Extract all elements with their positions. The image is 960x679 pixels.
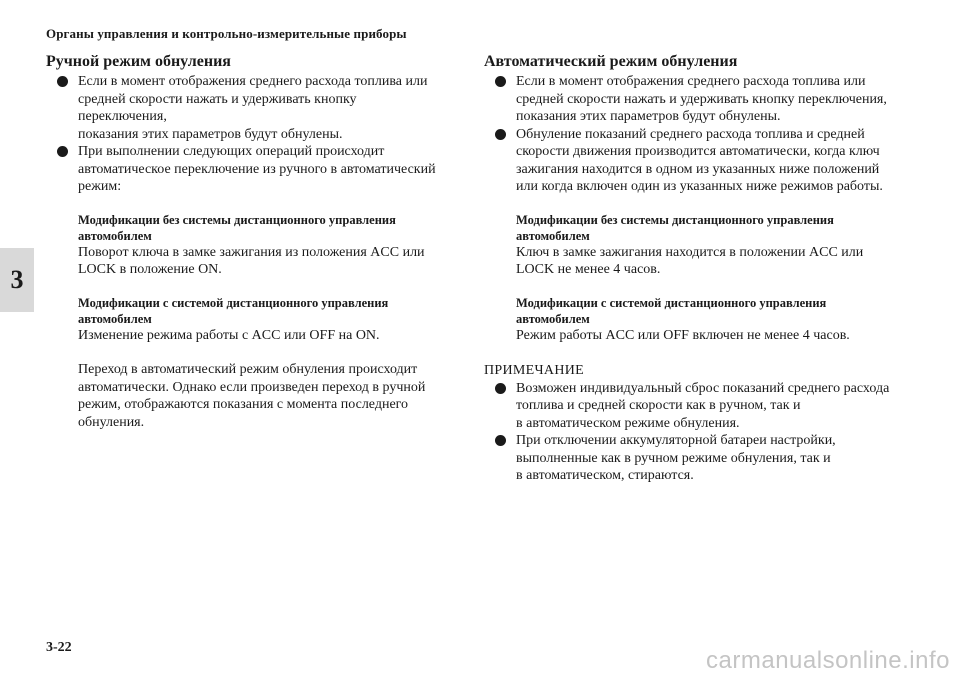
left-column bbox=[46, 52, 446, 431]
page-number: 3-22 bbox=[46, 640, 72, 655]
bullet-line: Если в момент отображения среднего расхода топлива или bbox=[516, 74, 866, 89]
bullet-line: выполненные как в ручном режиме обнуления, так и bbox=[516, 450, 831, 466]
subsection-text bbox=[78, 244, 446, 279]
bullet-line: При отключении аккумуляторной батареи настройки, bbox=[516, 433, 836, 448]
heading-line: Модификации с системой дистанционного управления bbox=[78, 295, 389, 310]
text-line: LOCK не менее 4 часов. bbox=[516, 262, 661, 277]
manual-reset-title: Ручной режим обнуления bbox=[46, 53, 231, 70]
heading-line: автомобилем bbox=[78, 228, 152, 243]
bullet-dot-icon bbox=[57, 146, 68, 157]
text-line: режим, отображаются показания с момента последнего bbox=[78, 397, 409, 412]
bullet-item bbox=[484, 126, 904, 196]
subsection bbox=[484, 295, 904, 345]
text-line: Изменение режима работы с ACC или OFF на ON. bbox=[78, 327, 380, 343]
right-column bbox=[484, 52, 904, 485]
heading-line: автомобилем bbox=[516, 228, 590, 243]
subsection-heading bbox=[516, 295, 904, 327]
bullet-line: или когда включен один из указанных ниже режимов работы. bbox=[516, 179, 883, 194]
heading-line: Модификации без системы дистанционного управления bbox=[78, 212, 396, 227]
bullet-line: топлива и средней скорости как в ручном, так и bbox=[516, 398, 801, 413]
subsection bbox=[46, 295, 446, 345]
watermark: carmanualsonline.info bbox=[706, 647, 950, 674]
bullet-line: показания этих параметров будут обнулены. bbox=[78, 126, 343, 142]
subsection-heading bbox=[78, 212, 446, 244]
bullet-line: режим: bbox=[78, 179, 122, 194]
text-line: обнуления. bbox=[78, 414, 145, 430]
note-bullet bbox=[484, 432, 904, 485]
heading-line: автомобилем bbox=[516, 311, 590, 326]
heading-line: Модификации с системой дистанционного управления bbox=[516, 295, 827, 310]
bullet-dot-icon bbox=[495, 435, 506, 446]
auto-reset-title: Автоматический режим обнуления bbox=[484, 53, 738, 70]
bullet-line: средней скорости нажать и удерживать кнопку переключения, bbox=[516, 91, 887, 107]
bullet-item bbox=[484, 73, 904, 126]
bullet-item bbox=[46, 73, 446, 143]
bullet-line: в автоматическом режиме обнуления. bbox=[516, 415, 740, 431]
subsection bbox=[484, 212, 904, 279]
bullet-line: автоматическое переключение из ручного в автоматический bbox=[78, 161, 436, 177]
bullet-item bbox=[46, 143, 446, 196]
bullet-line: При выполнении следующих операций происходит bbox=[78, 144, 385, 159]
subsection-heading bbox=[516, 212, 904, 244]
subsection-text bbox=[516, 327, 904, 345]
bullet-dot-icon bbox=[495, 383, 506, 394]
chapter-tab: 3 bbox=[0, 248, 34, 312]
bullet-line: Обнуление показаний среднего расхода топлива и средней bbox=[516, 126, 865, 142]
bullet-line: показания этих параметров будут обнулены. bbox=[516, 109, 781, 124]
bullet-line: скорости движения производится автоматически, когда ключ bbox=[516, 144, 880, 159]
running-header: Органы управления и контрольно-измерительные приборы bbox=[46, 26, 407, 41]
text-line: Режим работы ACC или OFF включен не менее 4 часов. bbox=[516, 327, 850, 343]
bullet-line: в автоматическом, стираются. bbox=[516, 468, 694, 483]
bullet-line: средней скорости нажать и удерживать кнопку переключения, bbox=[78, 91, 357, 124]
note-bullet bbox=[484, 380, 904, 433]
note-heading: ПРИМЕЧАНИЕ bbox=[484, 363, 584, 378]
heading-line: Модификации без системы дистанционного управления bbox=[516, 212, 834, 227]
heading-line: автомобилем bbox=[78, 311, 152, 326]
bullet-line: Если в момент отображения среднего расхода топлива или bbox=[78, 74, 428, 89]
subsection-heading bbox=[78, 295, 446, 327]
text-line: LOCK в положение ON. bbox=[78, 262, 222, 277]
text-line: Поворот ключа в замке зажигания из положения ACC или bbox=[78, 244, 425, 260]
bullet-line: зажигания находится в одном из указанных ниже положений bbox=[516, 161, 880, 177]
bullet-line: Возможен индивидуальный сброс показаний среднего расхода bbox=[516, 380, 890, 396]
subsection-text bbox=[516, 244, 904, 279]
text-line: Ключ в замке зажигания находится в положении ACC или bbox=[516, 244, 864, 260]
text-line: Переход в автоматический режим обнуления происходит bbox=[78, 362, 418, 377]
bullet-dot-icon bbox=[495, 76, 506, 87]
subsection bbox=[46, 212, 446, 279]
text-line: автоматически. Однако если произведен переход в ручной bbox=[78, 379, 426, 395]
bullet-dot-icon bbox=[495, 129, 506, 140]
paragraph bbox=[46, 361, 446, 431]
subsection-text bbox=[78, 327, 446, 345]
bullet-dot-icon bbox=[57, 76, 68, 87]
